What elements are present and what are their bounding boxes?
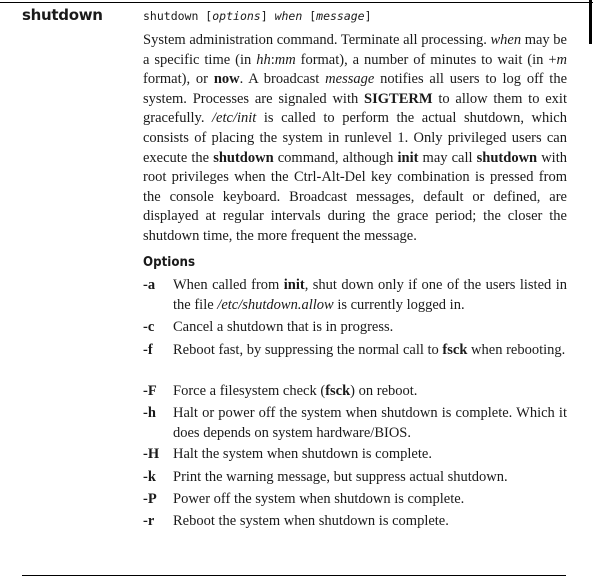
option-description: [173, 341, 567, 361]
option-flag: -P: [143, 491, 157, 507]
text-run: with root privileges when the Ctrl-Alt-Del key combination is pressed from the console keyboard. Broadcast messages, default or defined, are displayed at regular intervals during the grace period; the closer the shutdown time, the more frequent the message.: [143, 149, 567, 244]
text-run: Print the warning message, but suppress actual shutdown.: [173, 469, 508, 485]
option-flag: -F: [143, 383, 157, 399]
italic-term: /etc/shutdown.allow: [217, 296, 334, 313]
bold-term: shutdown: [213, 149, 274, 166]
bottom-rule: [22, 575, 566, 576]
text-run: Halt or power off the system when shutdown is complete. Which it does depends on system hardware/BIOS.: [173, 405, 567, 441]
synopsis-arg-message: message: [316, 9, 365, 23]
text-run: format), or: [143, 71, 214, 88]
text-run: Reboot the system when shutdown is complete.: [173, 513, 449, 529]
top-rule: [0, 2, 593, 3]
option-description: [173, 318, 567, 338]
option-flag: -k: [143, 469, 156, 485]
option-H: [143, 445, 567, 465]
text-run: Cancel a shutdown that is in progress.: [173, 319, 394, 335]
synopsis-end: ]: [364, 9, 372, 23]
bold-term: shutdown: [476, 149, 538, 166]
text-run: may be a specific time (in: [143, 32, 567, 68]
option-k: [143, 468, 567, 488]
synopsis-sep-1: ]: [260, 9, 275, 23]
option-f: [143, 341, 567, 361]
text-run: to allow them to exit gracefully.: [143, 90, 567, 127]
option-description: [173, 445, 567, 465]
bold-term: fsck: [442, 342, 468, 358]
italic-term: mm: [274, 51, 296, 68]
command-name-heading: shutdown: [22, 6, 103, 24]
synopsis-cmd: shutdown [: [143, 9, 213, 23]
option-h: [143, 404, 567, 443]
option-description: [173, 468, 567, 488]
options-heading: Options: [143, 254, 196, 270]
italic-term: hh: [256, 51, 271, 68]
option-flag: -c: [143, 319, 155, 335]
command-synopsis: [143, 9, 372, 23]
option-flag: -r: [143, 513, 155, 529]
text-run: When called from: [173, 277, 284, 293]
italic-term: m: [556, 51, 568, 68]
option-r: [143, 512, 567, 532]
option-flag: -h: [143, 405, 156, 421]
text-run: may call: [418, 149, 477, 166]
page-edge-marker: [589, 0, 592, 44]
text-run: when rebooting.: [467, 342, 566, 358]
italic-term: when: [490, 32, 522, 48]
text-run: , shut down only if one of the users listed in the file: [173, 277, 567, 313]
bold-term: init: [397, 149, 419, 166]
text-run: Reboot fast, by suppressing the normal call to: [173, 342, 443, 358]
text-run: is currently logged in.: [333, 296, 465, 313]
text-run: is called to perform the actual shutdown, which consists of placing the system in runlevel 1. Only privileged users can execute the: [143, 110, 567, 166]
text-run: System administration command. Terminate all processing.: [143, 32, 491, 48]
description-paragraph: [143, 31, 567, 247]
text-run: ) on reboot.: [350, 383, 418, 399]
text-run: . A broadcast: [239, 71, 326, 88]
italic-term: /etc/init: [212, 110, 257, 127]
text-run: Power off the system when shutdown is complete.: [173, 491, 465, 507]
option-flag: -a: [143, 277, 156, 293]
option-P: [143, 490, 567, 510]
option-flag: -f: [143, 342, 153, 358]
option-flag: -H: [143, 446, 160, 462]
option-description: [173, 490, 567, 510]
option-description: [173, 404, 567, 443]
synopsis-arg-options: options: [212, 9, 261, 23]
text-run: :: [270, 51, 275, 68]
synopsis-sep-2: [: [302, 9, 317, 23]
bold-term: now: [213, 71, 240, 88]
italic-term: message: [325, 71, 375, 88]
option-F: [143, 382, 567, 402]
option-description: [173, 276, 567, 315]
option-c: [143, 318, 567, 338]
bold-term: init: [283, 277, 305, 293]
option-a: [143, 276, 567, 315]
text-run: Halt the system when shutdown is complete.: [173, 446, 432, 462]
synopsis-arg-when: when: [274, 9, 303, 23]
text-run: Force a filesystem check (: [173, 383, 326, 399]
bold-term: fsck: [325, 383, 351, 399]
bold-term: SIGTERM: [364, 90, 433, 107]
option-description: [173, 512, 567, 532]
text-run: command, although: [273, 149, 398, 166]
option-description: [173, 382, 567, 402]
text-run: format), a number of minutes to wait (in +: [295, 51, 557, 68]
text-run: notifies all users to log off the system. Processes are signaled with: [143, 71, 568, 107]
